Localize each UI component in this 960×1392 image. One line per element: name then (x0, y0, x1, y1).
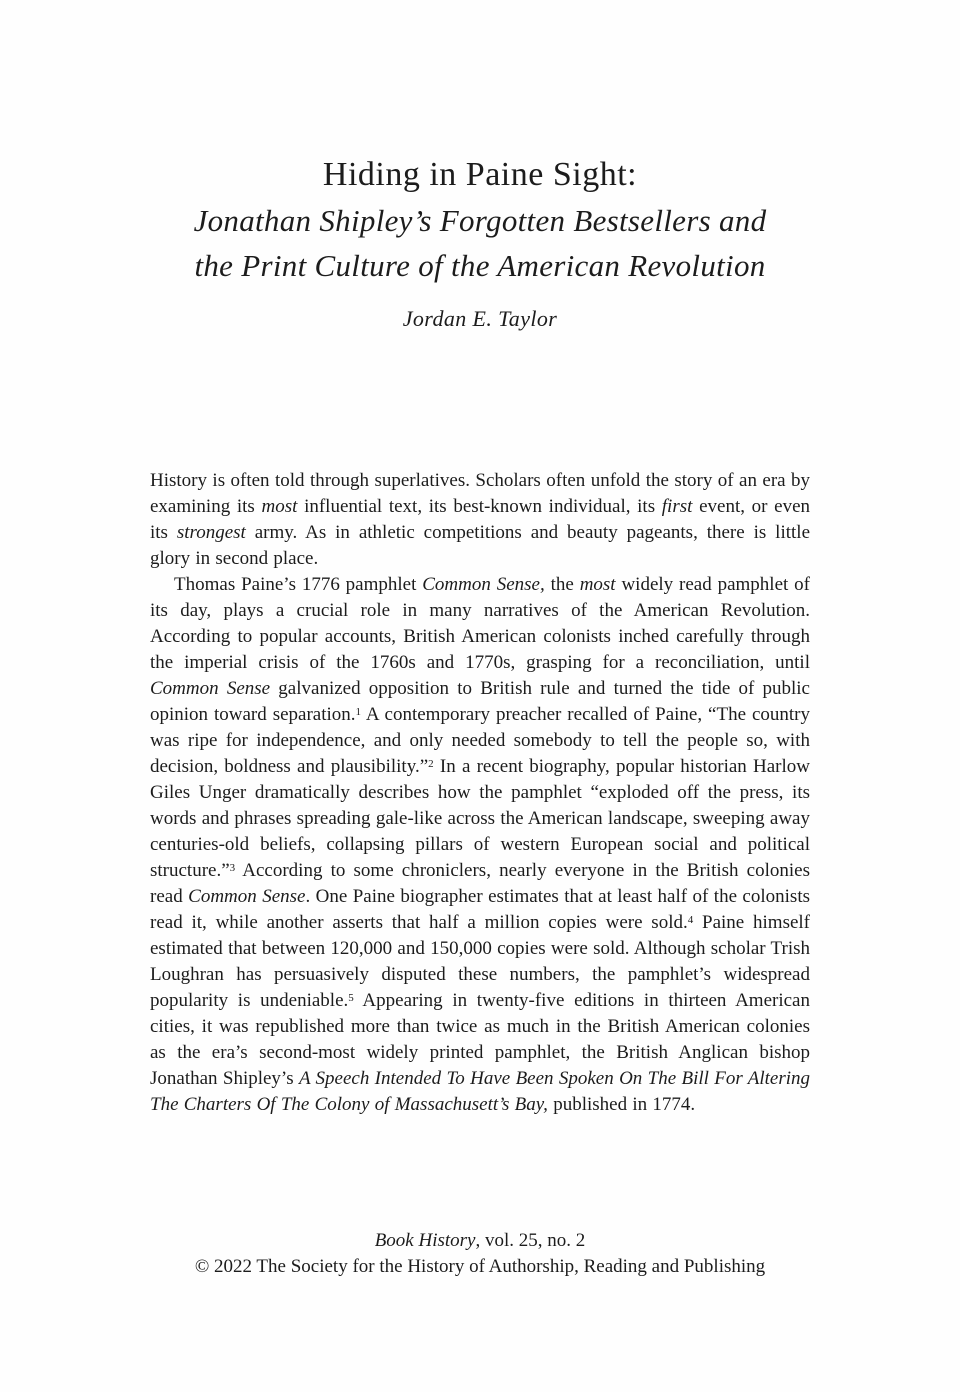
text-segment: A Speech Intended To Have Been Spoken On The Bill For Altering The Charters Of The Colony of Massachusett’s Bay, (150, 1068, 811, 1115)
text-segment: Common Sense, (422, 574, 545, 595)
text-segment: Paine himself estimated that between 120,000 and 150,000 copies were sold. Although scholar Trish Loughran has persuasively disputed these numbers, the pamphlet’s widespread popularity is undeniable. (150, 912, 811, 1011)
copyright-line: © 2022 The Society for the History of Authorship, Reading and Publishing (194, 1256, 766, 1277)
text-segment: strongest (176, 522, 246, 543)
page-footer (0, 1228, 960, 1280)
text-segment: Thomas Paine’s 1776 pamphlet (174, 574, 423, 595)
article-title-line2: Jonathan Shipley’s Forgotten Bestsellers and (193, 203, 767, 238)
article-title-block (70, 152, 890, 288)
text-segment: Appearing in twenty-five editions in thirteen American cities, it was republished more than twice as much in the British American colonies as the era’s second-most widely printed pamphlet, the British Anglican bishop Jonathan Shipley’s (150, 990, 810, 1089)
footnote-marker: 2 (428, 758, 434, 770)
text-segment: published in 1774. (547, 1094, 696, 1115)
text-segment: widely read pamphlet of its day, plays a crucial role in many narratives of the American Revolution. According to popular accounts, British American colonists inched carefully through the imperial crisis of the 1760s and 1770s, grasping for a reconciliation, until (150, 574, 810, 673)
text-segment: In a recent biography, popular historian Harlow Giles Unger dramatically describes how the pamphlet “exploded off the press, its words and phrases spreading gale-like across the American landscape, sweeping away centuries-old beliefs, collapsing pillars of western European social and political structure.” (150, 756, 811, 881)
text-segment: first (661, 496, 693, 517)
article-title-line3: the Print Culture of the American Revolution (194, 248, 766, 283)
journal-title: Book History (374, 1230, 476, 1251)
article-title-line1: Hiding in Paine Sight: (322, 156, 638, 193)
text-segment: army. As in athletic competitions and beauty pageants, there is little glory in second place. (150, 522, 810, 569)
text-segment: History is often told through superlatives. Scholars often unfold the story of an era by examining its (150, 470, 810, 517)
text-segment: event, or even its (150, 496, 811, 543)
article-body (150, 468, 810, 1118)
text-segment: A contemporary preacher recalled of Paine, “The country was ripe for independence, and only needed somebody to tell the people so, with decision, boldness and plausibility.” (150, 704, 810, 777)
journal-issue-info: , vol. 25, no. 2 (475, 1230, 586, 1251)
author-name: Jordan E. Taylor (402, 306, 558, 331)
text-segment: Common Sense (150, 678, 271, 699)
footnote-marker: 1 (355, 706, 362, 718)
footnote-marker: 3 (229, 862, 236, 874)
text-segment: the (544, 574, 580, 595)
footnote-marker: 5 (348, 992, 354, 1004)
text-segment: Common Sense (188, 886, 306, 907)
body-paragraph (150, 572, 810, 1118)
text-segment: most (579, 574, 616, 595)
text-segment: influential text, its best-known individual, its (297, 496, 662, 517)
journal-citation-line (0, 1228, 960, 1254)
text-segment: galvanized opposition to British rule and turned the tide of public opinion toward separation. (150, 678, 810, 725)
body-paragraph (150, 468, 810, 572)
footnote-marker: 4 (687, 914, 694, 926)
text-segment: most (261, 496, 298, 517)
text-segment: According to some chroniclers, nearly everyone in the British colonies read (150, 860, 810, 907)
text-segment: . One Paine biographer estimates that at least half of the colonists read it, while another asserts that half a million copies were sold. (150, 886, 810, 933)
